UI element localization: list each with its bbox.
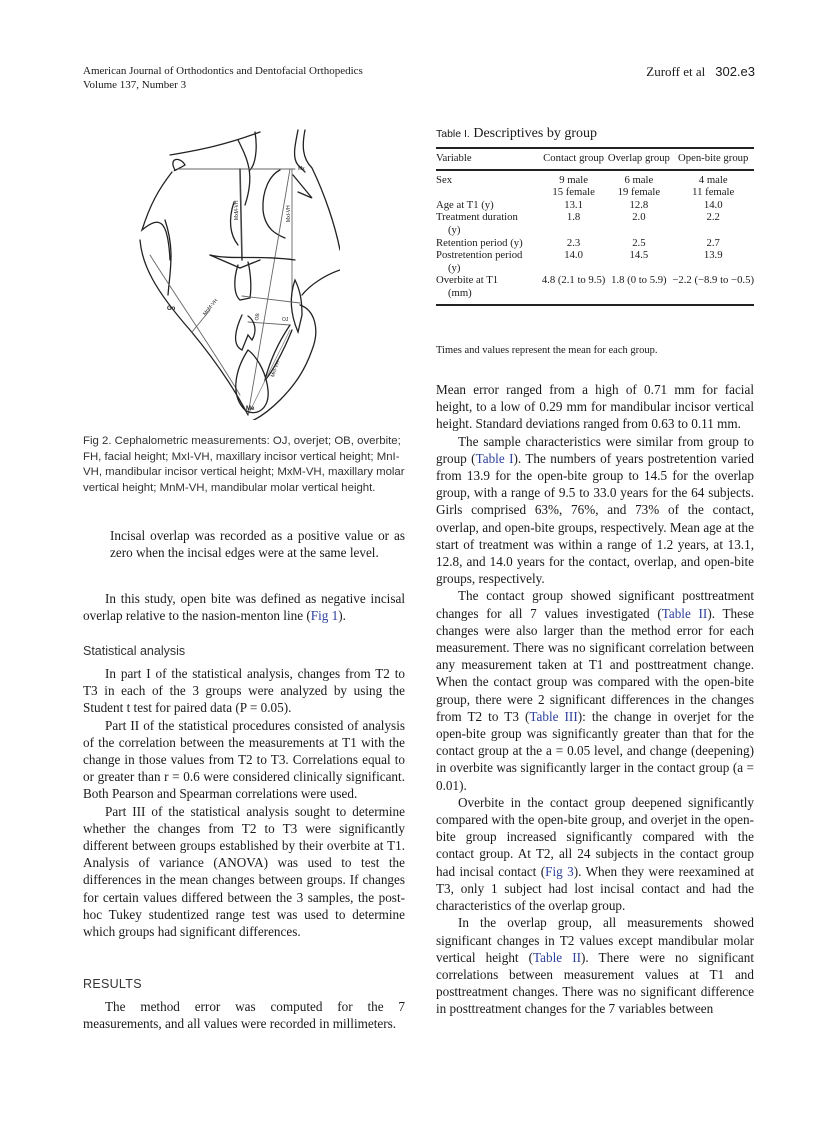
results-paragraph: The method error was computed for the 7 measurements, and all values were recorded in millimeters. xyxy=(83,999,405,1032)
authors: Zuroff et al xyxy=(646,64,706,79)
overbite-paragraph: Overbite in the contact group deepened significantly compared with the open-bite group, and overjet in the open-bite group increased significantly compared with the contact group. At T2, all 24 subjects in the contact group had incisal contact (Fig 3). When they were reexamined at T3, only 1 subject had lost incisal contact and had the characteristics of the overlap group. xyxy=(436,794,754,914)
table-row: Overbite at T1 (mm) 4.8 (2.1 to 9.5) 1.8 (0 to 5.9) −2.2 (−8.9 to −0.5) xyxy=(436,274,754,299)
statistical-analysis-body xyxy=(83,665,405,940)
section-heading-results: RESULTS xyxy=(83,977,142,991)
running-header-left xyxy=(83,64,363,92)
col-variable: Variable xyxy=(436,152,472,164)
fig1-link[interactable]: Fig 1 xyxy=(310,608,339,624)
label-ob: OB xyxy=(254,312,262,322)
descriptives-table xyxy=(436,147,754,306)
page-number: 302.e3 xyxy=(715,64,755,79)
label-mni-vh: MnI-VH xyxy=(270,360,282,379)
table-row: 15 female 19 female 11 female xyxy=(552,186,735,199)
openbite-tail: ). xyxy=(338,608,346,624)
results-right-column xyxy=(436,381,754,1018)
label-mxm-vh: MxM-VH xyxy=(234,200,240,220)
label-mnm-vh: MnM-VH xyxy=(202,297,220,317)
journal-name: American Journal of Orthodontics and Dentofacial Orthopedics xyxy=(83,65,363,77)
method-error-paragraph: Mean error ranged from a high of 0.71 mm for facial height, to a low of 0.29 mm for mandibular incisor vertical height. Standard deviations ranged from 0.63 to 0.11 mm. xyxy=(436,382,754,432)
table2-link-2[interactable]: Table II xyxy=(533,949,582,965)
col-overlap: Overlap group xyxy=(607,152,670,164)
col-openbite: Open-bite group xyxy=(678,152,749,164)
stat-paragraph-2: Part II of the statistical procedures consisted of analysis of the correlation between the measurements at T1 with the change in those values from T2 to T3. Correlations equal to or greater than r = 0.6 were considered clinically significant. Both Pearson and Spearman correlations were used. xyxy=(83,717,405,802)
label-mxi-vh: MxI-VH xyxy=(286,205,292,222)
fig3-link[interactable]: Fig 3 xyxy=(545,863,574,879)
table2-link[interactable]: Table II xyxy=(661,605,708,621)
label-me: Me xyxy=(246,406,255,412)
section-heading-statistical-analysis: Statistical analysis xyxy=(83,644,186,658)
table3-link[interactable]: Table III xyxy=(529,708,578,724)
quote-text: Incisal overlap was recorded as a positive value or as zero when the incisal edges were at the same level. xyxy=(110,528,405,561)
table-title xyxy=(436,126,597,142)
stat-paragraph-1: In part I of the statistical analysis, changes from T2 to T3 in each of the 3 groups were analyzed by using the Student t test for paired data (P = 0.05). xyxy=(83,666,405,716)
figure-caption: Fig 2. Cephalometric measurements: OJ, overjet; OB, overbite; FH, facial height; MxI-VH, maxillary incisor vertical height; MnI-VH, mandibular incisor vertical height; MxM-VH, maxillary molar vertical height; MnM-VH, mandibular molar vertical height. xyxy=(83,435,405,494)
table-row: Sex 9 male 6 male 4 male xyxy=(436,173,728,186)
col-contact: Contact group xyxy=(543,152,605,164)
table-caption: Descriptives by group xyxy=(473,126,598,141)
table-row: Age at T1 (y) 13.1 12.8 14.0 xyxy=(436,198,723,211)
cephalometric-figure xyxy=(130,120,340,420)
table-footnote: Times and values represent the mean for each group. xyxy=(436,345,658,356)
running-header-right xyxy=(646,64,755,80)
openbite-text: In this study, open bite was defined as negative incisal overlap relative to the nasion-menton line ( xyxy=(83,591,405,624)
table1-link[interactable]: Table I xyxy=(475,450,514,466)
sample-paragraph: The sample characteristics were similar from group to group (Table I). The numbers of years postretention varied from 13.9 for the open-bite group to 14.5 for the overlap group, with a range of 9.5 to 33.0 years for the 64 subjects. Girls comprised 63%, 76%, and 73% of the contact, overlap, and open-bite groups, respectively. Mean age at the start of treatment was within a range of 1.2 years, at 13.1, 12.8, and 14.0 years for the contact, overlap, and open-bite groups, respectively. xyxy=(436,433,754,587)
label-oj: OJ xyxy=(282,317,289,323)
results-body xyxy=(83,998,405,1032)
table-row: Treatment duration (y) 1.8 2.0 2.2 xyxy=(436,211,720,236)
cephalometric-tracing xyxy=(130,120,340,420)
table-header-row xyxy=(436,148,754,170)
table-label: Table I. xyxy=(436,128,470,140)
overlap-group-paragraph: In the overlap group, all measurements showed significant changes in T2 values except mandibular molar vertical height (Table II). There were no significant correlations between measurement values at T1 and posttreatment changes. There was no significant difference in posttreatment changes for the 7 variables between xyxy=(436,915,754,1017)
table-row: Postretention period (y) 14.0 14.5 13.9 xyxy=(436,249,723,274)
stat-paragraph-3: Part III of the statistical analysis sought to determine whether the changes from T2 to T3 were significantly different between groups established by their overbite at T1. Analysis of variance (ANOVA) was used to test the differences in the mean changes between groups. If changes for certain values differed between the 3 samples, the post-hoc Tukey studentized range test was used to determine which groups had significant differences. xyxy=(83,803,405,940)
label-mx: Mx xyxy=(298,166,305,172)
openbite-paragraph xyxy=(83,590,405,624)
journal-volume: Volume 137, Number 3 xyxy=(83,79,187,91)
definition-quote xyxy=(110,527,405,561)
contact-group-paragraph: The contact group showed significant posttreatment changes for all 7 values investigated (Table II). These changes were also larger than the method error for each measurement. There was no significant correlation between any measurement taken at T1 and posttreatment change. When the contact group was compared with the open-bite group, there were 2 significant differences in the changes from T2 to T3 (Table III): the change in overjet for the open-bite group was significantly greater than that for the contact group at the a = 0.05 level, and change (deepening) in overbite was significantly larger in the contact group (a = 0.01). xyxy=(436,588,754,793)
label-go: Go xyxy=(167,306,176,312)
table-row: Retention period (y) 2.3 2.5 2.7 xyxy=(436,236,720,249)
